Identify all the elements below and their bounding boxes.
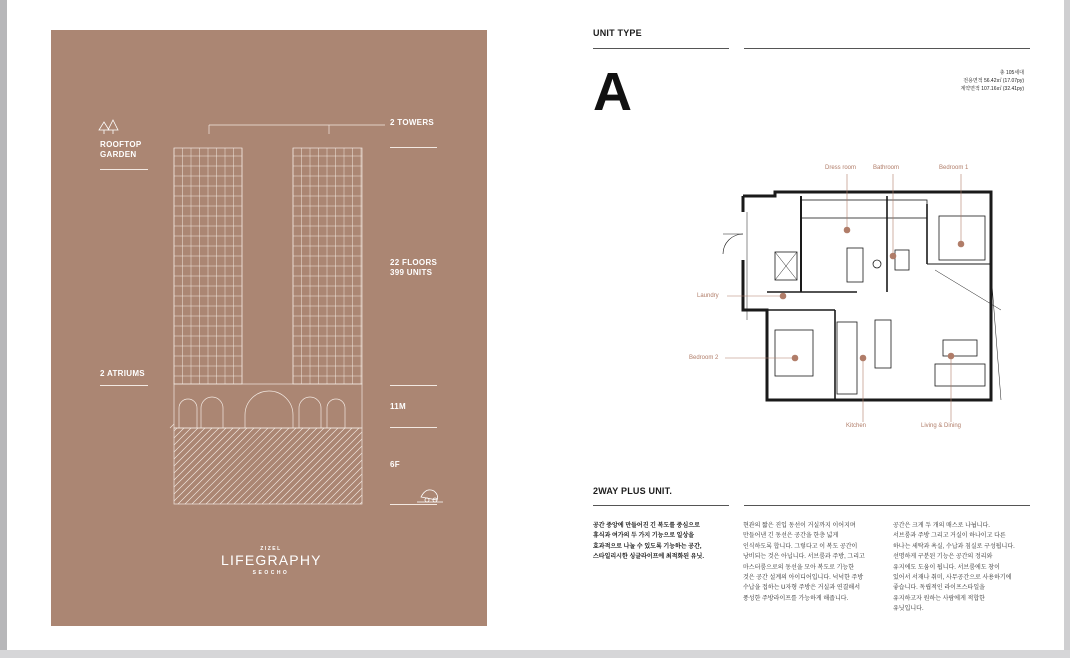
unit-type-heading: UNIT TYPE xyxy=(593,28,642,38)
dress-room-label: Dress room xyxy=(825,165,857,171)
contract-area: 계약면적 107.16㎡ (32.41py) xyxy=(960,86,1024,92)
atriums-rule xyxy=(100,385,148,386)
towers-rule xyxy=(390,147,437,148)
exclusive-area: 전용면적 56.42㎡ (17.07py) xyxy=(963,78,1024,84)
floors-units-label: 22 FLOORS 399 UNITS xyxy=(390,258,438,277)
bathroom-label: Bathroom xyxy=(873,165,900,171)
two-way-rule-right xyxy=(744,505,1030,506)
rooftop-garden-rule xyxy=(100,169,148,170)
basement-rule xyxy=(390,504,437,505)
viewer-bottom-edge xyxy=(0,650,1070,658)
building-overview-panel xyxy=(51,30,487,626)
viewer-right-edge xyxy=(1064,0,1070,658)
viewer-left-edge xyxy=(0,0,7,658)
towers-label: 2 TOWERS xyxy=(390,118,435,127)
lifegraphy-logo: ZIZEL LIFEGRAPHY SEOCHO xyxy=(221,546,322,576)
brochure-spread xyxy=(7,0,1064,650)
two-way-rule-left xyxy=(593,505,729,506)
two-way-body-col2: 현관의 짧은 진입 동선이 거실까지 이어지며 만들어낸 긴 동선은 공간을 한층 넓게 인식하도록 합니다. 그렇다고 이 복도 공간이 낭비되는 것은 아닙니다. 서브룸과 주방, 그리고 마스터룸으로의 동선을 모아 복도로 기능한 것은 공간 설계의 아이디어입니다. 넉넉한 주방 수납을 접하는 U자형 주방은 거실과 연결해서 풍성한 주방라이프를 가능하게 해줍니다. xyxy=(743,523,865,602)
unit-a-floorplan xyxy=(687,160,1007,440)
laundry-label: Laundry xyxy=(697,293,719,299)
bedroom1-label: Bedroom 1 xyxy=(939,165,969,171)
two-way-summary: 공간 중앙에 만들어진 긴 복도를 중심으로 휴식과 여가의 두 가지 기능으로 일상을 효과적으로 나눌 수 있도록 기능하는 공간, 스타일리시한 싱글라이프에 최적화된 유닛. xyxy=(593,523,704,561)
bedroom2-label: Bedroom 2 xyxy=(689,355,719,361)
kitchen-label: Kitchen xyxy=(846,423,867,429)
tree-icon xyxy=(99,120,118,134)
height-11m-label: 11M xyxy=(390,402,407,411)
parking-icon xyxy=(417,490,443,502)
living-dining-label: Living & Dining xyxy=(921,423,962,429)
podium-rule xyxy=(390,427,437,428)
atriums-label: 2 ATRIUMS xyxy=(100,369,145,378)
two-way-body-col3: 공간은 크게 두 개의 매스로 나뉩니다. 서브룸과 주방 그리고 거실이 하나이고 다른 하나는 세탁과 욕실, 수납과 침실로 구성됩니다. 선명하게 구분된 기능은 공간의 정리와 유지에도 도움이 됩니다. 서브룸에도 창이 있어서 서재나 취미, 사무공간으로 사용하기에 좋습니다. 독립적인 라이프스타일을 유지하고자 원하는 사람에게 적합한 유닛입니다. xyxy=(893,523,1015,613)
households-count: 총 105세대 xyxy=(999,70,1024,76)
tower-base-rule xyxy=(390,385,437,386)
rooftop-garden-label: ROOFTOP GARDEN xyxy=(100,140,142,159)
two-way-heading: 2WAY PLUS UNIT. xyxy=(593,486,673,496)
unit-type-rule-right xyxy=(744,48,1030,49)
unit-type-rule-left xyxy=(593,48,729,49)
unit-letter: A xyxy=(593,62,632,122)
height-6f-label: 6F xyxy=(390,460,400,469)
